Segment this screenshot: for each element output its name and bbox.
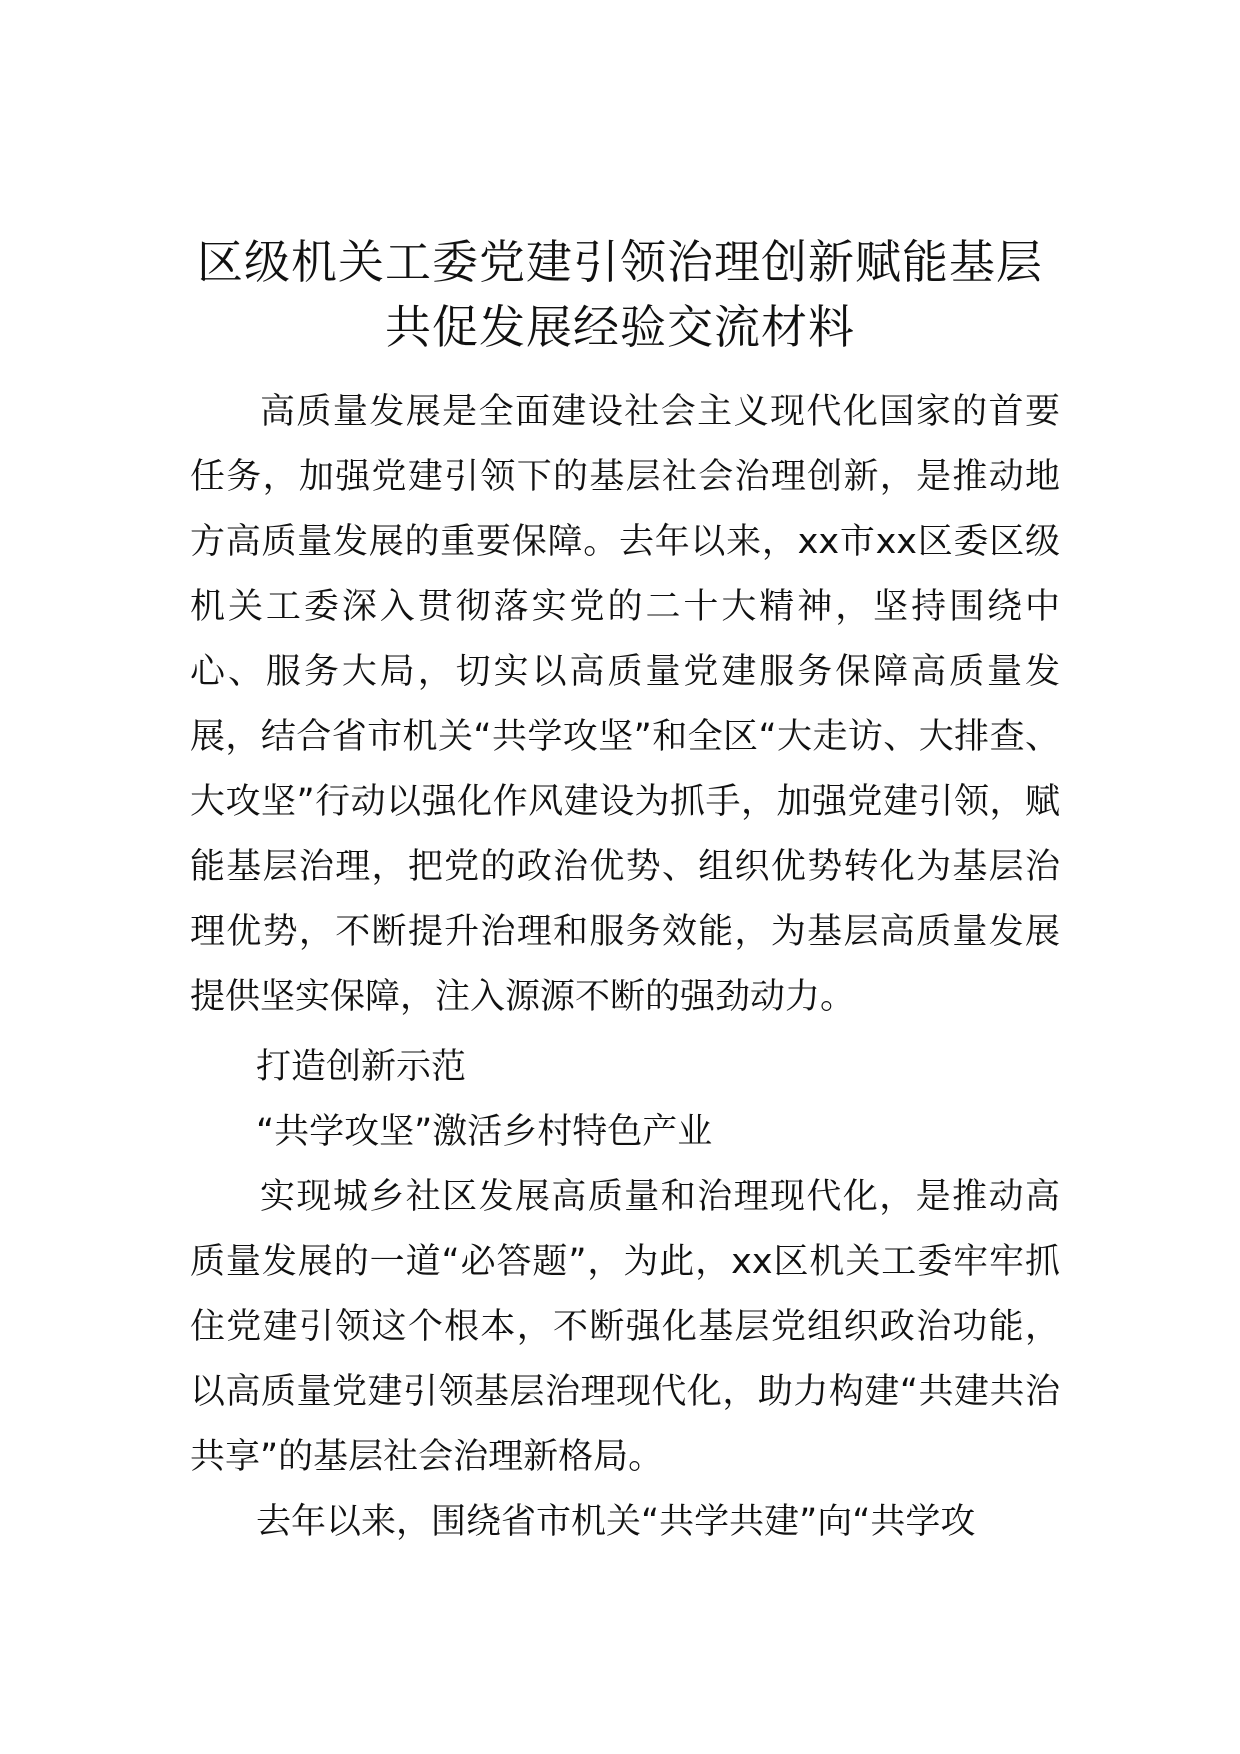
paragraph-continuation: 去年以来，围绕省市机关“共学共建”向“共学攻 — [256, 1502, 976, 1542]
document-title-line-2: 共促发展经验交流材料 — [385, 300, 855, 354]
document-title-line-1: 区级机关工委党建引领治理创新赋能基层 — [197, 235, 1043, 289]
paragraph-body: 实现城乡社区发展高质量和治理现代化，是推动高质量发展的一道“必答题”，为此，xx区机关工委牢牢抓住党建引领这个根本，不断强化基层党组织政治功能，以高质量党建引领基层治理现代化，助力构建“共建共治共享”的基层社会治理新格局。 — [190, 1177, 1060, 1477]
section-subheading: “共学攻坚”激活乡村特色产业 — [256, 1112, 713, 1152]
paragraph-intro: 高质量发展是全面建设社会主义现代化国家的首要任务，加强党建引领下的基层社会治理创新，是推动地方高质量发展的重要保障。去年以来，xx市xx区委区级机关工委深入贯彻落实党的二十大精神，坚持围绕中心、服务大局，切实以高质量党建服务保障高质量发展，结合省市机关“共学攻坚”和全区“大走访、大排查、大攻坚”行动以强化作风建设为抓手，加强党建引领，赋能基层治理，把党的政治优势、组织优势转化为基层治理优势，不断提升治理和服务效能，为基层高质量发展提供坚实保障，注入源源不断的强劲动力。 — [190, 392, 1060, 1017]
section-heading: 打造创新示范 — [256, 1047, 467, 1087]
